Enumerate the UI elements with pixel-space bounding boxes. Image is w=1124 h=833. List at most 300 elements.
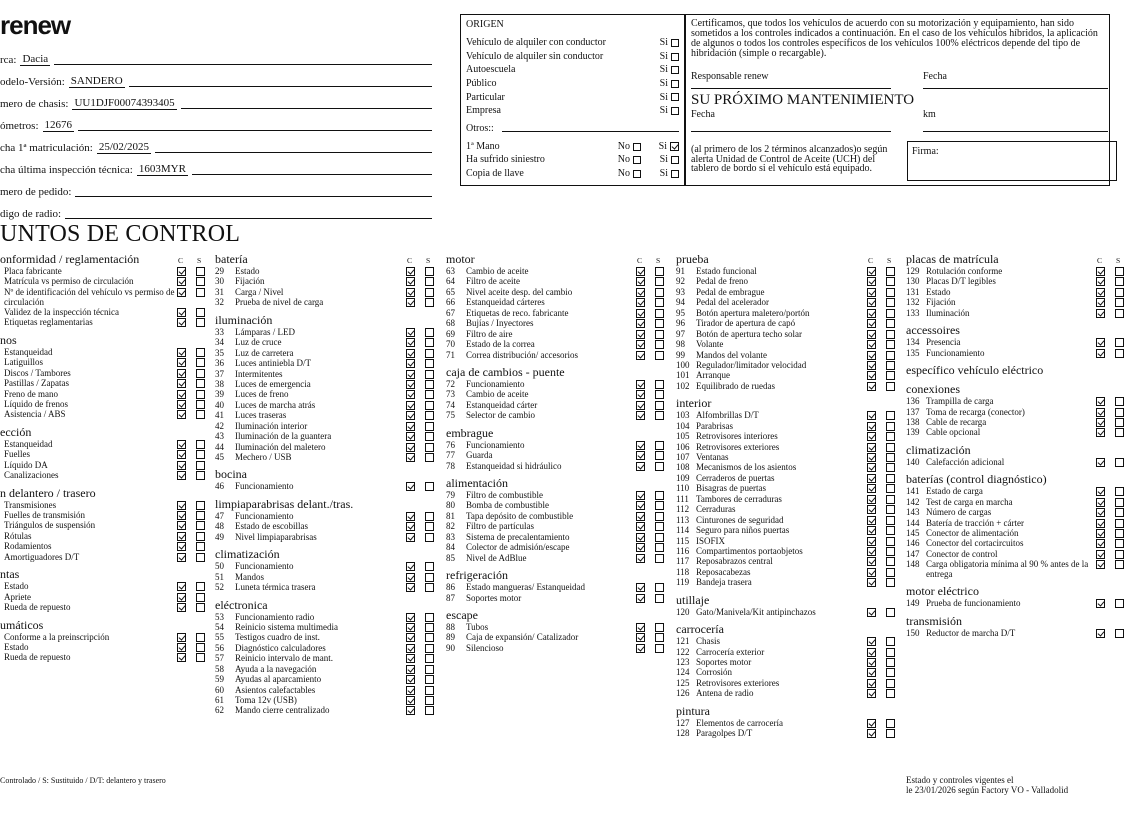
sustituido-checkbox[interactable] [425,288,434,297]
sustituido-checkbox[interactable] [425,675,434,684]
controlado-checkbox[interactable] [177,582,186,591]
sustituido-checkbox[interactable] [886,298,895,307]
sustituido-checkbox[interactable] [425,432,434,441]
controlado-checkbox[interactable] [1096,267,1105,276]
si-checkbox[interactable] [671,80,679,88]
si-checkbox[interactable] [670,142,679,151]
sustituido-checkbox[interactable] [886,679,895,688]
controlado-checkbox[interactable] [867,463,876,472]
controlado-checkbox[interactable] [867,309,876,318]
sustituido-checkbox[interactable] [886,729,895,738]
sustituido-checkbox[interactable] [425,349,434,358]
controlado-checkbox[interactable] [406,328,415,337]
controlado-checkbox[interactable] [177,400,186,409]
sustituido-checkbox[interactable] [196,440,205,449]
controlado-checkbox[interactable] [177,390,186,399]
controlado-checkbox[interactable] [636,533,645,542]
controlado-checkbox[interactable] [636,623,645,632]
controlado-checkbox[interactable] [867,443,876,452]
controlado-checkbox[interactable] [867,578,876,587]
controlado-checkbox[interactable] [636,351,645,360]
sustituido-checkbox[interactable] [1115,550,1124,559]
controlado-checkbox[interactable] [867,719,876,728]
sustituido-checkbox[interactable] [425,370,434,379]
sustituido-checkbox[interactable] [425,583,434,592]
controlado-checkbox[interactable] [867,340,876,349]
sustituido-checkbox[interactable] [425,522,434,531]
controlado-checkbox[interactable] [636,441,645,450]
controlado-checkbox[interactable] [636,644,645,653]
sustituido-checkbox[interactable] [886,340,895,349]
controlado-checkbox[interactable] [636,522,645,531]
controlado-checkbox[interactable] [406,512,415,521]
controlado-checkbox[interactable] [406,583,415,592]
sustituido-checkbox[interactable] [886,578,895,587]
controlado-checkbox[interactable] [177,410,186,419]
sustituido-checkbox[interactable] [886,516,895,525]
controlado-checkbox[interactable] [177,440,186,449]
controlado-checkbox[interactable] [1096,539,1105,548]
controlado-checkbox[interactable] [1096,519,1105,528]
sustituido-checkbox[interactable] [886,568,895,577]
controlado-checkbox[interactable] [867,637,876,646]
sustituido-checkbox[interactable] [425,696,434,705]
sustituido-checkbox[interactable] [886,351,895,360]
controlado-checkbox[interactable] [636,277,645,286]
sustituido-checkbox[interactable] [425,328,434,337]
sustituido-checkbox[interactable] [196,379,205,388]
controlado-checkbox[interactable] [406,686,415,695]
sustituido-checkbox[interactable] [886,557,895,566]
controlado-checkbox[interactable] [636,554,645,563]
sustituido-checkbox[interactable] [655,533,664,542]
sustituido-checkbox[interactable] [886,319,895,328]
sustituido-checkbox[interactable] [1115,487,1124,496]
controlado-checkbox[interactable] [177,532,186,541]
controlado-checkbox[interactable] [1096,309,1105,318]
controlado-checkbox[interactable] [867,422,876,431]
controlado-checkbox[interactable] [1096,418,1105,427]
sustituido-checkbox[interactable] [886,505,895,514]
controlado-checkbox[interactable] [1096,397,1105,406]
sustituido-checkbox[interactable] [425,338,434,347]
sustituido-checkbox[interactable] [1115,519,1124,528]
controlado-checkbox[interactable] [406,411,415,420]
controlado-checkbox[interactable] [406,390,415,399]
controlado-checkbox[interactable] [1096,338,1105,347]
sustituido-checkbox[interactable] [655,451,664,460]
sustituido-checkbox[interactable] [196,308,205,317]
sustituido-checkbox[interactable] [196,471,205,480]
sustituido-checkbox[interactable] [1115,349,1124,358]
sustituido-checkbox[interactable] [1115,508,1124,517]
controlado-checkbox[interactable] [177,379,186,388]
sustituido-checkbox[interactable] [196,653,205,662]
controlado-checkbox[interactable] [406,401,415,410]
controlado-checkbox[interactable] [636,512,645,521]
controlado-checkbox[interactable] [867,547,876,556]
sustituido-checkbox[interactable] [196,542,205,551]
controlado-checkbox[interactable] [636,288,645,297]
controlado-checkbox[interactable] [406,654,415,663]
sustituido-checkbox[interactable] [425,411,434,420]
sustituido-checkbox[interactable] [886,432,895,441]
sustituido-checkbox[interactable] [655,319,664,328]
controlado-checkbox[interactable] [406,267,415,276]
no-checkbox[interactable] [633,143,641,151]
sustituido-checkbox[interactable] [425,706,434,715]
sustituido-checkbox[interactable] [886,443,895,452]
sustituido-checkbox[interactable] [425,633,434,642]
sustituido-checkbox[interactable] [196,511,205,520]
sustituido-checkbox[interactable] [196,633,205,642]
sustituido-checkbox[interactable] [425,644,434,653]
controlado-checkbox[interactable] [636,501,645,510]
no-checkbox[interactable] [633,156,641,164]
controlado-checkbox[interactable] [406,633,415,642]
controlado-checkbox[interactable] [1096,428,1105,437]
sustituido-checkbox[interactable] [886,422,895,431]
controlado-checkbox[interactable] [867,557,876,566]
controlado-checkbox[interactable] [867,277,876,286]
sustituido-checkbox[interactable] [1115,397,1124,406]
controlado-checkbox[interactable] [867,537,876,546]
controlado-checkbox[interactable] [867,648,876,657]
controlado-checkbox[interactable] [867,668,876,677]
sustituido-checkbox[interactable] [886,267,895,276]
controlado-checkbox[interactable] [177,603,186,612]
sustituido-checkbox[interactable] [425,533,434,542]
controlado-checkbox[interactable] [636,390,645,399]
controlado-checkbox[interactable] [867,453,876,462]
sustituido-checkbox[interactable] [425,401,434,410]
sustituido-checkbox[interactable] [655,401,664,410]
sustituido-checkbox[interactable] [1115,428,1124,437]
sustituido-checkbox[interactable] [655,623,664,632]
sustituido-checkbox[interactable] [655,633,664,642]
controlado-checkbox[interactable] [1096,550,1105,559]
sustituido-checkbox[interactable] [425,443,434,452]
sustituido-checkbox[interactable] [886,382,895,391]
sustituido-checkbox[interactable] [425,665,434,674]
controlado-checkbox[interactable] [177,653,186,662]
controlado-checkbox[interactable] [177,633,186,642]
controlado-checkbox[interactable] [177,643,186,652]
controlado-checkbox[interactable] [406,675,415,684]
controlado-checkbox[interactable] [867,516,876,525]
sustituido-checkbox[interactable] [655,491,664,500]
sustituido-checkbox[interactable] [655,512,664,521]
controlado-checkbox[interactable] [406,277,415,286]
controlado-checkbox[interactable] [406,706,415,715]
controlado-checkbox[interactable] [636,543,645,552]
sustituido-checkbox[interactable] [425,686,434,695]
sustituido-checkbox[interactable] [425,623,434,632]
sustituido-checkbox[interactable] [655,462,664,471]
controlado-checkbox[interactable] [177,521,186,530]
sustituido-checkbox[interactable] [655,380,664,389]
si-checkbox[interactable] [671,93,679,101]
controlado-checkbox[interactable] [636,411,645,420]
controlado-checkbox[interactable] [1096,408,1105,417]
sustituido-checkbox[interactable] [196,553,205,562]
sustituido-checkbox[interactable] [425,482,434,491]
sustituido-checkbox[interactable] [1115,277,1124,286]
sustituido-checkbox[interactable] [196,521,205,530]
controlado-checkbox[interactable] [636,340,645,349]
controlado-checkbox[interactable] [1096,508,1105,517]
sustituido-checkbox[interactable] [886,495,895,504]
sustituido-checkbox[interactable] [1115,539,1124,548]
sustituido-checkbox[interactable] [1115,599,1124,608]
sustituido-checkbox[interactable] [196,410,205,419]
controlado-checkbox[interactable] [1096,288,1105,297]
sustituido-checkbox[interactable] [196,277,205,286]
controlado-checkbox[interactable] [1096,349,1105,358]
sustituido-checkbox[interactable] [425,613,434,622]
controlado-checkbox[interactable] [867,495,876,504]
controlado-checkbox[interactable] [867,432,876,441]
controlado-checkbox[interactable] [177,461,186,470]
controlado-checkbox[interactable] [636,330,645,339]
controlado-checkbox[interactable] [177,348,186,357]
sustituido-checkbox[interactable] [425,390,434,399]
sustituido-checkbox[interactable] [1115,629,1124,638]
controlado-checkbox[interactable] [406,443,415,452]
sustituido-checkbox[interactable] [1115,298,1124,307]
controlado-checkbox[interactable] [177,450,186,459]
sustituido-checkbox[interactable] [196,400,205,409]
sustituido-checkbox[interactable] [1115,498,1124,507]
sustituido-checkbox[interactable] [886,648,895,657]
controlado-checkbox[interactable] [867,568,876,577]
no-checkbox[interactable] [633,170,641,178]
sustituido-checkbox[interactable] [655,554,664,563]
sustituido-checkbox[interactable] [425,562,434,571]
controlado-checkbox[interactable] [177,267,186,276]
controlado-checkbox[interactable] [867,382,876,391]
controlado-checkbox[interactable] [867,267,876,276]
sustituido-checkbox[interactable] [655,583,664,592]
controlado-checkbox[interactable] [636,298,645,307]
sustituido-checkbox[interactable] [1115,267,1124,276]
sustituido-checkbox[interactable] [1115,288,1124,297]
si-checkbox[interactable] [671,156,679,164]
controlado-checkbox[interactable] [406,422,415,431]
controlado-checkbox[interactable] [867,319,876,328]
sustituido-checkbox[interactable] [196,593,205,602]
sustituido-checkbox[interactable] [886,537,895,546]
sustituido-checkbox[interactable] [886,608,895,617]
sustituido-checkbox[interactable] [886,526,895,535]
sustituido-checkbox[interactable] [196,358,205,367]
sustituido-checkbox[interactable] [655,390,664,399]
controlado-checkbox[interactable] [406,644,415,653]
sustituido-checkbox[interactable] [886,689,895,698]
sustituido-checkbox[interactable] [425,422,434,431]
sustituido-checkbox[interactable] [886,484,895,493]
controlado-checkbox[interactable] [177,369,186,378]
controlado-checkbox[interactable] [1096,487,1105,496]
controlado-checkbox[interactable] [177,553,186,562]
sustituido-checkbox[interactable] [655,351,664,360]
controlado-checkbox[interactable] [636,451,645,460]
sustituido-checkbox[interactable] [196,643,205,652]
controlado-checkbox[interactable] [406,522,415,531]
sustituido-checkbox[interactable] [886,371,895,380]
sustituido-checkbox[interactable] [425,277,434,286]
controlado-checkbox[interactable] [1096,277,1105,286]
sustituido-checkbox[interactable] [886,637,895,646]
sustituido-checkbox[interactable] [425,380,434,389]
si-checkbox[interactable] [671,66,679,74]
controlado-checkbox[interactable] [406,665,415,674]
sustituido-checkbox[interactable] [886,361,895,370]
sustituido-checkbox[interactable] [1115,338,1124,347]
controlado-checkbox[interactable] [867,361,876,370]
sustituido-checkbox[interactable] [886,658,895,667]
controlado-checkbox[interactable] [406,696,415,705]
controlado-checkbox[interactable] [867,505,876,514]
controlado-checkbox[interactable] [636,583,645,592]
sustituido-checkbox[interactable] [886,309,895,318]
sustituido-checkbox[interactable] [655,543,664,552]
sustituido-checkbox[interactable] [655,267,664,276]
controlado-checkbox[interactable] [406,432,415,441]
controlado-checkbox[interactable] [1096,560,1105,569]
controlado-checkbox[interactable] [406,623,415,632]
controlado-checkbox[interactable] [406,533,415,542]
controlado-checkbox[interactable] [1096,629,1105,638]
controlado-checkbox[interactable] [1096,458,1105,467]
controlado-checkbox[interactable] [406,573,415,582]
sustituido-checkbox[interactable] [196,369,205,378]
controlado-checkbox[interactable] [177,288,186,297]
sustituido-checkbox[interactable] [425,654,434,663]
sustituido-checkbox[interactable] [196,288,205,297]
controlado-checkbox[interactable] [636,309,645,318]
controlado-checkbox[interactable] [406,562,415,571]
controlado-checkbox[interactable] [867,608,876,617]
controlado-checkbox[interactable] [867,526,876,535]
controlado-checkbox[interactable] [636,594,645,603]
controlado-checkbox[interactable] [636,633,645,642]
sustituido-checkbox[interactable] [655,309,664,318]
controlado-checkbox[interactable] [177,471,186,480]
sustituido-checkbox[interactable] [1115,408,1124,417]
sustituido-checkbox[interactable] [196,267,205,276]
sustituido-checkbox[interactable] [425,573,434,582]
controlado-checkbox[interactable] [1096,599,1105,608]
controlado-checkbox[interactable] [1096,498,1105,507]
sustituido-checkbox[interactable] [425,512,434,521]
sustituido-checkbox[interactable] [196,532,205,541]
sustituido-checkbox[interactable] [196,461,205,470]
controlado-checkbox[interactable] [867,689,876,698]
controlado-checkbox[interactable] [177,511,186,520]
controlado-checkbox[interactable] [867,371,876,380]
sustituido-checkbox[interactable] [886,474,895,483]
controlado-checkbox[interactable] [636,380,645,389]
sustituido-checkbox[interactable] [655,441,664,450]
sustituido-checkbox[interactable] [425,453,434,462]
sustituido-checkbox[interactable] [886,547,895,556]
sustituido-checkbox[interactable] [655,594,664,603]
sustituido-checkbox[interactable] [886,668,895,677]
controlado-checkbox[interactable] [406,298,415,307]
controlado-checkbox[interactable] [636,267,645,276]
sustituido-checkbox[interactable] [1115,309,1124,318]
sustituido-checkbox[interactable] [886,330,895,339]
sustituido-checkbox[interactable] [425,359,434,368]
sustituido-checkbox[interactable] [425,267,434,276]
sustituido-checkbox[interactable] [655,522,664,531]
controlado-checkbox[interactable] [177,501,186,510]
sustituido-checkbox[interactable] [1115,529,1124,538]
controlado-checkbox[interactable] [867,330,876,339]
sustituido-checkbox[interactable] [196,603,205,612]
controlado-checkbox[interactable] [177,318,186,327]
sustituido-checkbox[interactable] [655,277,664,286]
sustituido-checkbox[interactable] [886,463,895,472]
sustituido-checkbox[interactable] [886,453,895,462]
sustituido-checkbox[interactable] [196,390,205,399]
controlado-checkbox[interactable] [867,474,876,483]
controlado-checkbox[interactable] [636,491,645,500]
sustituido-checkbox[interactable] [886,719,895,728]
controlado-checkbox[interactable] [406,359,415,368]
controlado-checkbox[interactable] [406,370,415,379]
controlado-checkbox[interactable] [867,729,876,738]
sustituido-checkbox[interactable] [196,501,205,510]
controlado-checkbox[interactable] [636,401,645,410]
controlado-checkbox[interactable] [177,277,186,286]
controlado-checkbox[interactable] [1096,529,1105,538]
si-checkbox[interactable] [671,107,679,115]
controlado-checkbox[interactable] [177,358,186,367]
controlado-checkbox[interactable] [406,613,415,622]
sustituido-checkbox[interactable] [655,644,664,653]
controlado-checkbox[interactable] [867,351,876,360]
controlado-checkbox[interactable] [177,593,186,602]
sustituido-checkbox[interactable] [1115,458,1124,467]
si-checkbox[interactable] [671,53,679,61]
sustituido-checkbox[interactable] [886,277,895,286]
controlado-checkbox[interactable] [406,349,415,358]
controlado-checkbox[interactable] [406,288,415,297]
controlado-checkbox[interactable] [867,298,876,307]
si-checkbox[interactable] [671,39,679,47]
controlado-checkbox[interactable] [1096,298,1105,307]
controlado-checkbox[interactable] [636,462,645,471]
controlado-checkbox[interactable] [867,411,876,420]
sustituido-checkbox[interactable] [655,298,664,307]
controlado-checkbox[interactable] [406,453,415,462]
sustituido-checkbox[interactable] [196,318,205,327]
controlado-checkbox[interactable] [177,542,186,551]
controlado-checkbox[interactable] [406,482,415,491]
sustituido-checkbox[interactable] [196,348,205,357]
controlado-checkbox[interactable] [867,288,876,297]
controlado-checkbox[interactable] [177,308,186,317]
controlado-checkbox[interactable] [406,338,415,347]
sustituido-checkbox[interactable] [655,340,664,349]
sustituido-checkbox[interactable] [655,330,664,339]
sustituido-checkbox[interactable] [655,411,664,420]
sustituido-checkbox[interactable] [655,501,664,510]
controlado-checkbox[interactable] [406,380,415,389]
sustituido-checkbox[interactable] [196,450,205,459]
